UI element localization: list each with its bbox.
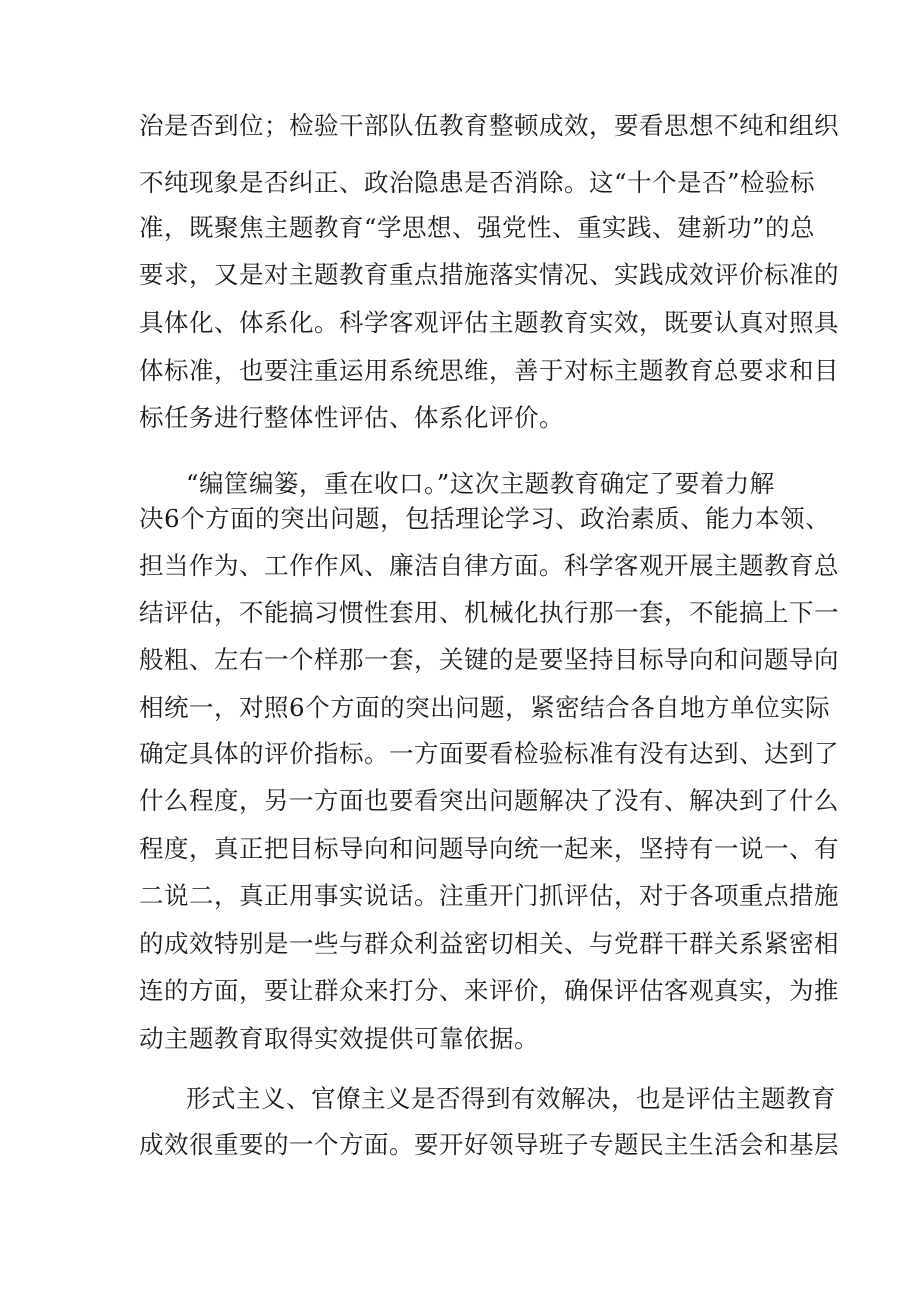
text-line: 体标准，也要注重运用系统思维，善于对标主题教育总要求和目 — [139, 356, 839, 385]
paragraph-first-line: 形式主义、官僚主义是否得到有效解决，也是评估主题教育 — [186, 1084, 836, 1113]
text-line: 的成效特别是一些与群众利益密切相关、与党群干群关系紧密相 — [139, 929, 839, 958]
text-line: 程度，真正把目标导向和问题导向统一起来，坚持有一说一、有 — [139, 834, 839, 863]
paragraph-first-line: “编筐编篓，重在收口。”这次主题教育确定了要着力解 — [186, 469, 775, 498]
text-line: 标任务进行整体性评估、体系化评价。 — [139, 403, 564, 432]
text-line: 连的方面，要让群众来打分、来评价，确保评估客观真实，为推 — [139, 976, 839, 1005]
text-line: 准，既聚焦主题教育“学思想、强党性、重实践、建新功”的总 — [139, 213, 816, 242]
text-line: 确定具体的评价指标。一方面要看检验标准有没有达到、达到了 — [139, 739, 839, 768]
text-line: 决6个方面的突出问题，包括理论学习、政治素质、能力本领、 — [139, 504, 831, 533]
text-line: 治是否到位；检验干部队伍教育整顿成效，要看思想不纯和组织 — [139, 111, 839, 140]
text-line: 动主题教育取得实效提供可靠依据。 — [139, 1024, 539, 1053]
text-line: 什么程度，另一方面也要看突出问题解决了没有、解决到了什么 — [139, 786, 839, 815]
text-line: 具体化、体系化。科学客观评估主题教育实效，既要认真对照具 — [139, 308, 839, 337]
text-line: 结评估，不能搞习惯性套用、机械化执行那一套，不能搞上下一 — [139, 598, 839, 627]
text-line: 般粗、左右一个样那一套，关键的是要坚持目标导向和问题导向 — [139, 645, 839, 674]
text-line: 要求，又是对主题教育重点措施落实情况、实践成效评价标准的 — [139, 260, 839, 289]
text-line: 不纯现象是否纠正、政治隐患是否消除。这“十个是否”检验标 — [139, 168, 816, 197]
text-line: 相统一，对照6个方面的突出问题，紧密结合各自地方单位实际 — [139, 693, 831, 722]
text-line: 成效很重要的一个方面。要开好领导班子专题民主生活会和基层 — [139, 1130, 839, 1159]
text-line: 二说二，真正用事实说话。注重开门抓评估，对于各项重点措施 — [139, 881, 839, 910]
text-line: 担当作为、工作作风、廉洁自律方面。科学客观开展主题教育总 — [139, 551, 839, 580]
